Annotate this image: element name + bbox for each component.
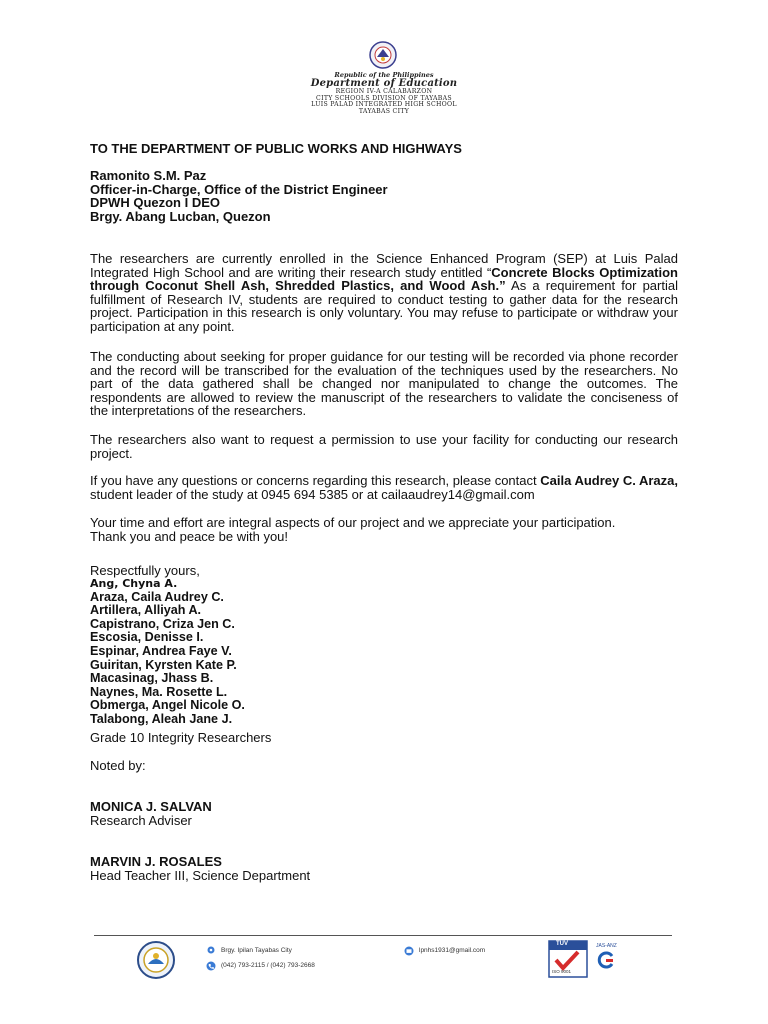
footer-divider (94, 935, 672, 936)
footer (130, 938, 650, 978)
recipient-name: Ramonito S.M. Paz (90, 168, 207, 183)
paragraph-5 (90, 516, 678, 543)
school-seal-icon (136, 940, 176, 980)
p4-text-b: student leader of the study at 0945 694 5385 or at cailaaudrey14@gmail.com (90, 486, 535, 502)
recipient-address: Brgy. Abang Lucban, Quezon (90, 208, 271, 224)
footer-address: Brgy. Ipilan Tayabas City (221, 947, 292, 954)
paragraph-4 (90, 474, 678, 501)
school-line: LUIS PALAD INTEGRATED HIGH SCHOOL (311, 101, 457, 109)
adviser-name: MONICA J. SALVAN (90, 799, 212, 814)
researcher-name: Espinar, Andrea Faye V. (90, 643, 232, 658)
p4-text-a: If you have any questions or concerns regarding this research, please contact (90, 473, 541, 488)
jas-anz-logo-icon (596, 950, 616, 970)
researcher-name: Macasinag, Jhass B. (90, 671, 214, 686)
recipient-heading: TO THE DEPARTMENT OF PUBLIC WORKS AND HIGHWAYS (90, 141, 462, 156)
recipient-position: Officer-in-Charge, Office of the District Engineer (90, 181, 388, 197)
division-line: CITY SCHOOLS DIVISION OF TAYABAS (316, 94, 452, 102)
researcher-name: Obmerga, Angel Nicole O. (90, 698, 245, 713)
researcher-name: Capistrano, Criza Jen C. (90, 616, 235, 631)
footer-email: lpnhs1931@gmail.com (419, 947, 486, 954)
researcher-list (90, 577, 678, 727)
iso-label: ISO 9001 (552, 969, 572, 974)
footer-phone: (042) 793-2115 / (042) 793-2668 (221, 962, 315, 969)
deped-seal-icon (358, 40, 408, 70)
noted-by-label: Noted by: (90, 758, 146, 773)
letterhead (234, 72, 534, 115)
paragraph-3: The researchers also want to request a permission to use your facility for conducting our research project. (90, 432, 678, 461)
researcher-name: Ang, Chyna A. (90, 577, 178, 590)
researcher-name: Escosia, Denisse I. (90, 630, 204, 645)
head-teacher-signatory (90, 855, 678, 882)
recipient-office: DPWH Quezon I DEO (90, 195, 220, 211)
p5-line-1: Your time and effort are integral aspects of our project and we appreciate your participation. (90, 515, 616, 530)
recipient-block (90, 169, 678, 223)
paragraph-2: The conducting about seeking for proper guidance for our testing will be recorded via phone recorder and the record will be transcribed for the evaluation of the techniques used by the researchers. No part of the data gathered shall be changed nor manipulated to change the outcomes. The respondents are allowed to review the manuscript of the researchers to validate the conciseness of the interpretations of the researchers. (90, 349, 678, 419)
study-title: Concrete Blocks Optimization through Coconut Shell Ash, Shredded Plastics, and Wood Ash.” (90, 264, 678, 294)
location-icon (206, 946, 216, 956)
email-icon (404, 946, 414, 956)
contact-name: Caila Audrey C. Araza, (540, 473, 678, 488)
p1-text-a: The researchers are currently enrolled in the Science Enhanced Program (SEP) at Luis Palad Integrated High School and are writing their research study entitled “ (90, 251, 678, 280)
jas-anz-label: JAS-ANZ (596, 943, 617, 949)
city-line: TAYABAS CITY (358, 107, 410, 115)
department-line: Department of Education (310, 77, 458, 89)
p5-line-2: Thank you and peace be with you! (90, 528, 289, 544)
head-teacher-name: MARVIN J. ROSALES (90, 854, 222, 869)
adviser-signatory (90, 800, 678, 827)
salutation: Respectfully yours, (90, 563, 200, 578)
researcher-name: Araza, Caila Audrey C. (90, 589, 224, 604)
paragraph-1 (90, 252, 678, 334)
cert-label: TÜV (556, 941, 568, 947)
republic-line: Republic of the Philippines (334, 71, 434, 79)
region-line: REGION IV-A CALABARZON (335, 88, 433, 96)
researcher-name: Naynes, Ma. Rosette L. (90, 684, 228, 699)
researcher-group: Grade 10 Integrity Researchers (90, 730, 272, 745)
researcher-name: Guiritan, Kyrsten Kate P. (90, 657, 237, 672)
researcher-name: Artillera, Alliyah A. (90, 603, 202, 618)
researcher-name: Talabong, Aleah Jane J. (90, 711, 233, 726)
p1-text-b: As a requirement for partial fulfillment of Research IV, students are required to conduct testing to gather data for the research project. Participation in this research is only voluntary. You may refuse to participate or withdraw your participation at any point. (90, 278, 678, 334)
head-teacher-title: Head Teacher III, Science Department (90, 867, 311, 883)
phone-icon (206, 961, 216, 971)
adviser-title: Research Adviser (90, 812, 192, 828)
